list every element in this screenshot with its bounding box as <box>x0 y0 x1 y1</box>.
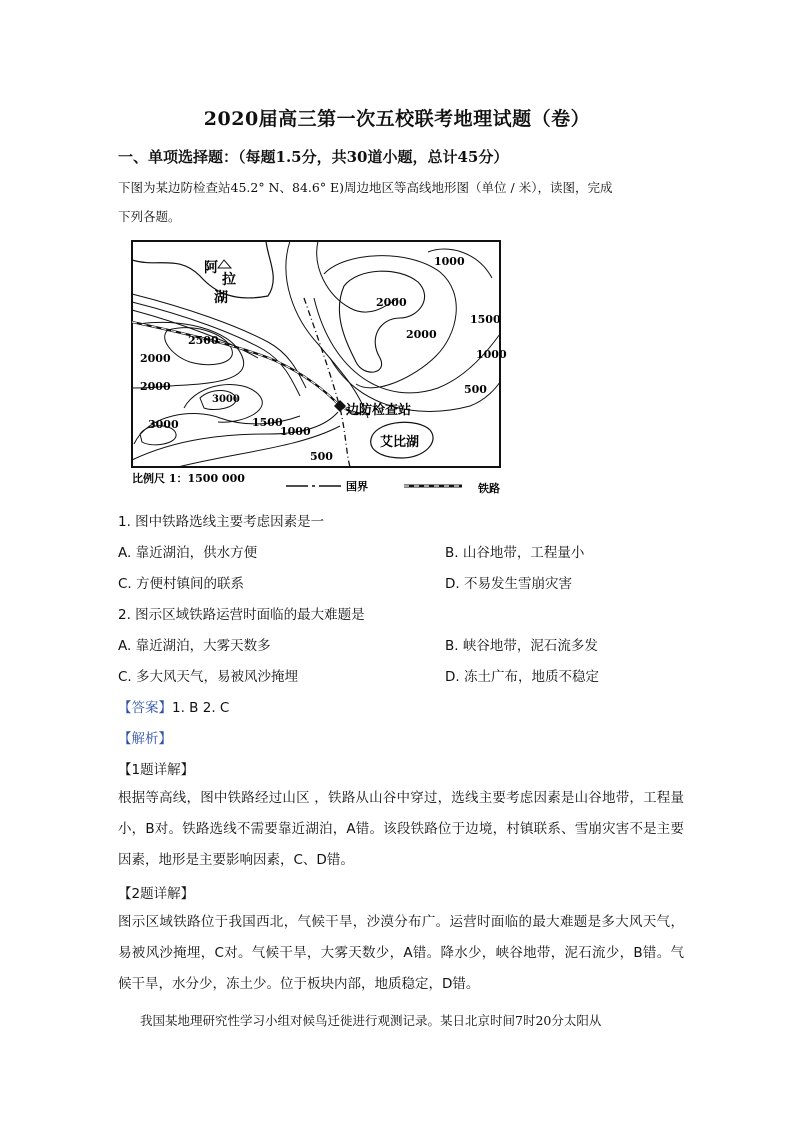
station-label: 边防检查站 <box>346 403 412 418</box>
contour-label: 2500 <box>188 334 219 347</box>
contour-label: 1500 <box>252 416 283 429</box>
contour-map <box>118 238 508 500</box>
contour-label: 2000 <box>376 296 407 309</box>
q2-option-c: C. 多大风天气，易被风沙掩埋 <box>118 669 299 685</box>
section-heading: 一、单项选择题：（每题1.5分，共30道小题，总计45分） <box>118 148 509 166</box>
intro-line-2: 下列各题。 <box>118 209 181 224</box>
contour-label: 2000 <box>406 328 437 341</box>
contour-1500 <box>324 256 456 388</box>
q2-option-b: B. 峡谷地带，泥石流多发 <box>445 638 598 654</box>
contour-2000-closed <box>339 271 424 372</box>
question-2-stem: 2. 图示区域铁路运营时面临的最大难题是 <box>118 607 365 623</box>
detail-2-paragraph: 图示区域铁路位于我国西北，气候干旱，沙漠分布广。运营时面临的最大难题是多大风天气，易被风沙掩埋，C对。气候干旱，大雾天数少，A错。降水少，峡谷地带，泥石流少，B错。气候干旱，水分少，冻土少。位于板块内部，地质稳定，D错。 <box>118 914 684 992</box>
contour-label: 1000 <box>280 425 311 438</box>
q2-option-a: A. 靠近湖泊，大雾天数多 <box>118 638 271 654</box>
contour-label: 3000 <box>148 418 179 431</box>
question-1-stem: 1. 图中铁路选线主要考虑因素是一 <box>118 514 325 530</box>
answer-tag: 【答案】 <box>118 700 172 716</box>
border-legend-label: 国界 <box>346 480 368 493</box>
q1-option-b: B. 山谷地带，工程量小 <box>445 545 585 561</box>
page-title: 2020届高三第一次五校联考地理试题（卷） <box>203 108 591 130</box>
contour-label: 2000 <box>140 352 171 365</box>
lake-label-char: 拉 <box>222 272 236 288</box>
answer-text: 1. B 2. C <box>172 700 230 716</box>
ala-lake-shore <box>132 241 273 298</box>
analysis-line <box>118 727 172 747</box>
q2-option-d: D. 冻土广布，地质不稳定 <box>445 669 599 685</box>
contour-label: 3000 <box>212 394 240 405</box>
intro-line-1: 下图为某边防检查站45.2° N、84.6° E)周边地区等高线地形图（单位 / 米），读图，完成 <box>118 180 613 195</box>
lake-label-char: 阿 <box>204 260 218 276</box>
contour-label: 500 <box>310 450 333 463</box>
contour-line <box>132 294 306 388</box>
q1-option-c: C. 方便村镇间的联系 <box>118 576 245 592</box>
q1-option-a: A. 靠近湖泊，供水方便 <box>118 545 258 561</box>
contour-label: 500 <box>464 383 487 396</box>
map-frame <box>132 241 500 467</box>
map-scale: 比例尺 1：1500 000 <box>132 472 245 485</box>
detail-1-heading: 【1题详解】 <box>118 762 195 778</box>
q1-option-d: D. 不易发生雪崩灾害 <box>445 576 572 592</box>
national-border <box>304 298 350 467</box>
detail-2-heading: 【2题详解】 <box>118 886 195 902</box>
answer-line <box>118 696 229 716</box>
analysis-tag: 【解析】 <box>118 731 172 747</box>
rail-legend-label: 铁路 <box>478 482 500 495</box>
ebi-lake-label: 艾比湖 <box>380 435 420 450</box>
contour-label: 1000 <box>476 348 507 361</box>
next-question-intro: 我国某地理研究性学习小组对候鸟迁徙进行观测记录。某日北京时间7时20分太阳从 <box>140 1013 602 1028</box>
railway-line <box>132 322 370 414</box>
contour-label: 1000 <box>434 255 465 268</box>
detail-1-paragraph: 根据等高线，图中铁路经过山区 ，铁路从山谷中穿过，选线主要考虑因素是山谷地带，工程量小，B对。铁路选线不需要靠近湖泊，A错。该段铁路位于边境，村镇联系、雪崩灾害不是主要因素，地形是主要影响因素，C、D错。 <box>118 790 684 868</box>
island-shape <box>218 260 231 268</box>
contour-label: 2000 <box>140 380 171 393</box>
lake-label-char: 湖 <box>214 290 228 306</box>
contour-label: 1500 <box>470 313 501 326</box>
